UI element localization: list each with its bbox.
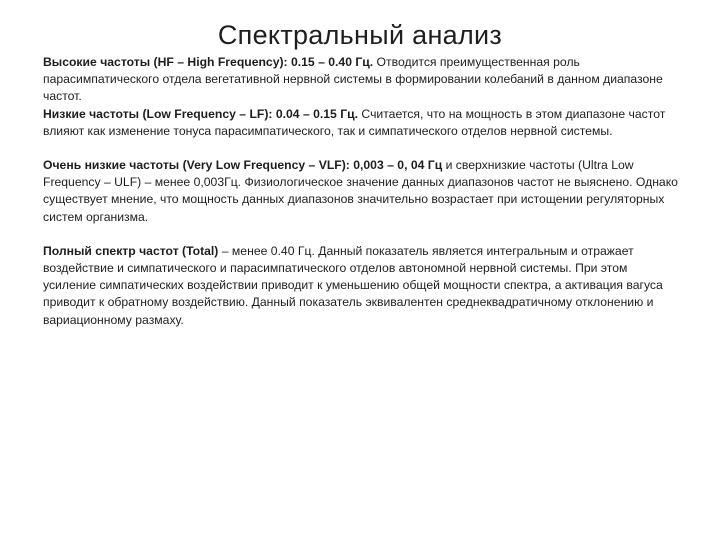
paragraph-total bbox=[43, 243, 683, 329]
text-vlf: и сверхнизкие частоты (Ultra Low Frequency – ULF) – менее 0,003Гц. Физиологическое значение данных диапазонов частот не выяснено. Однако существует мнение, что мощность данных диапазонов значительно возрастает при истощении регуляторных систем организма. bbox=[43, 158, 678, 224]
term-total: Полный спектр частот (Total) bbox=[43, 243, 219, 258]
term-hf: Высокие частоты (HF – High Frequency): 0.15 – 0.40 Гц. bbox=[43, 55, 374, 69]
term-vlf: Очень низкие частоты (Very Low Frequency – VLF): 0,003 – 0, 04 Гц bbox=[43, 158, 443, 173]
term-lf: Низкие частоты (Low Frequency – LF): 0.04 – 0.15 Гц. bbox=[43, 106, 359, 121]
text-lf: Считается, что на мощность в этом диапазоне частот влияют как изменение тонуса парасимпатического, так и симпатического отделов нервной системы. bbox=[43, 106, 666, 138]
slide-title: Спектральный анализ bbox=[217, 20, 503, 50]
paragraph-lf bbox=[43, 106, 683, 140]
paragraph-hf bbox=[43, 54, 683, 106]
text-hf: Отводится преимущественная роль парасимпатического отдела вегетативной нервной системы в формировании колебаний в данном диапазоне частот. bbox=[43, 55, 663, 104]
slide-body bbox=[43, 54, 683, 329]
paragraph-vlf bbox=[43, 157, 683, 226]
text-total: – менее 0.40 Гц. Данный показатель является интегральным и отражает воздействие и симпатического и парасимпатического отделов автономной нервной системы. При этом усиление симпатических воздействии приводит к уменьшению общей мощности спектра, а активация вагуса приводит к обратному воздействию. Данный показатель эквивалентен среднеквадратичному отклонению и вариационному размаху. bbox=[43, 243, 663, 327]
